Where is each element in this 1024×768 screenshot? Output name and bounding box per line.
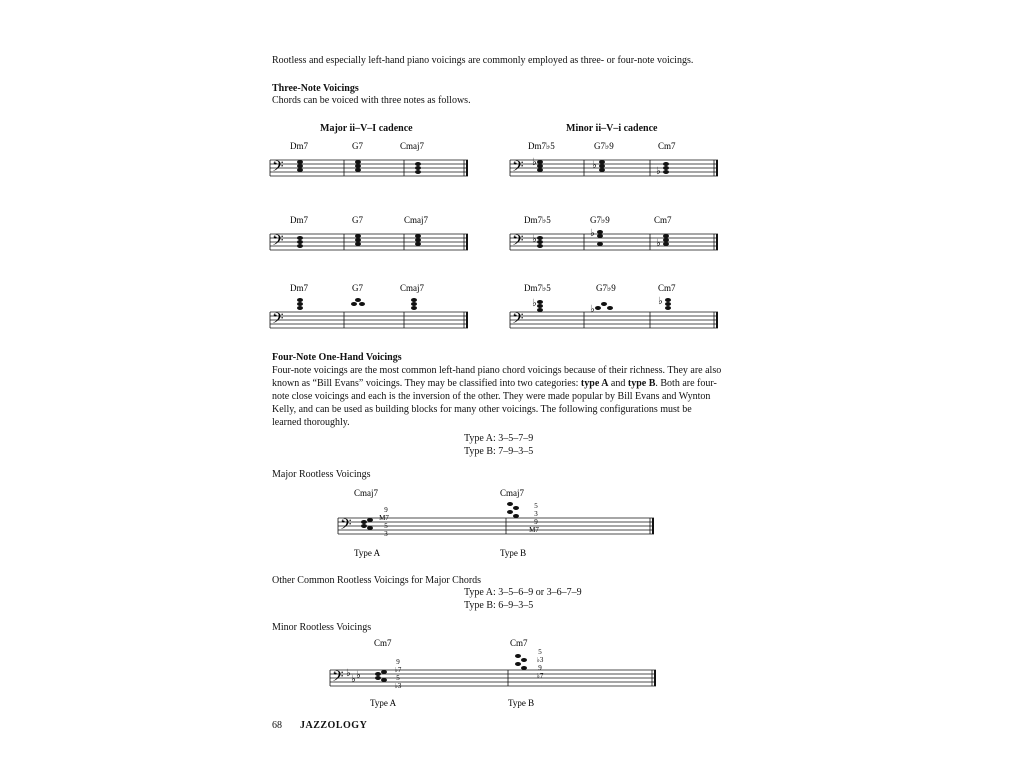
four-note-heading: Four-Note One-Hand Voicings (272, 352, 402, 363)
degree-label: 5 (396, 674, 400, 682)
degree-label: 9 (534, 518, 538, 526)
other-major-heading: Other Common Rootless Voicings for Major Chords (272, 575, 482, 586)
major-rootless-heading: Major Rootless Voicings (272, 469, 371, 480)
flat-icon: ♭ (590, 304, 595, 315)
major-rootless-staff (338, 486, 658, 562)
degree-label: ♭3 (536, 656, 544, 664)
degree-label: 5 (534, 502, 538, 510)
degree-label: 9 (538, 664, 542, 672)
flat-icon: ♭ (590, 228, 595, 239)
major-cadence-title: Major ii–V–I cadence (320, 123, 413, 134)
degree-label: ♭3 (394, 682, 402, 690)
chord-label: Cmaj7 (404, 215, 428, 225)
flat-icon: ♭ (532, 157, 537, 168)
intro-text: Rootless and especially left-hand piano voicings are commonly employed as three- or four-note voicings. (272, 55, 694, 66)
three-note-heading: Three-Note Voicings (272, 83, 359, 94)
degree-label: 3 (534, 510, 538, 518)
minor-rootless-staff (330, 636, 660, 712)
chord-label: Cmaj7 (400, 283, 424, 293)
page-footer (272, 720, 367, 731)
chord-label: Dm7♭5 (524, 283, 551, 293)
chord-label: Cmaj7 (354, 488, 378, 498)
chord-label: Cm7 (510, 638, 528, 648)
page-number: 68 (272, 720, 282, 731)
chord-label: Cmaj7 (500, 488, 524, 498)
bass-clef-icon: 𝄢 (272, 232, 284, 253)
degree-label: ♭7 (394, 666, 402, 674)
flat-icon: ♭ (658, 296, 663, 307)
chord-label: Dm7♭5 (524, 215, 551, 225)
chord-label: Dm7 (290, 141, 308, 151)
bass-clef-icon: 𝄢 (512, 158, 524, 179)
chord-label: Cm7 (658, 141, 676, 151)
three-note-subtext: Chords can be voiced with three notes as follows. (272, 95, 471, 106)
bass-clef-icon: 𝄢 (272, 158, 284, 179)
bass-clef-icon: 𝄢 (512, 310, 524, 331)
minor-cadence-title: Minor ii–V–i cadence (566, 123, 658, 134)
flat-icon: ♭ (356, 670, 361, 681)
flat-icon: ♭ (592, 160, 597, 171)
minor-rootless-heading: Minor Rootless Voicings (272, 622, 372, 633)
book-title: JAZZOLOGY (300, 720, 368, 731)
degree-label: M7 (379, 514, 389, 522)
degree-label: M7 (529, 526, 539, 534)
type-label: Type A (354, 548, 381, 558)
chord-label: Dm7♭5 (528, 141, 555, 151)
chord-label: G7 (352, 283, 363, 293)
minor-staff-row-1 (510, 140, 720, 190)
chord-label: G7♭9 (594, 141, 614, 151)
chord-label: G7♭9 (590, 215, 610, 225)
degree-label: 5 (384, 522, 388, 530)
type-label: Type B (508, 698, 535, 708)
major-staff-row-2 (270, 214, 470, 264)
flat-icon: ♭ (351, 674, 356, 685)
bass-clef-icon: 𝄢 (340, 516, 352, 537)
type-b-formula: Type B: 7–9–3–5 (464, 446, 534, 457)
chord-label: Dm7 (290, 283, 308, 293)
major-staff-row-3 (270, 282, 470, 332)
flat-icon: ♭ (656, 238, 661, 249)
type-label: Type A (370, 698, 397, 708)
other-major-type-b: Type B: 6–9–3–5 (464, 600, 534, 611)
bass-clef-icon: 𝄢 (332, 668, 344, 689)
bass-clef-icon: 𝄢 (272, 310, 284, 331)
other-major-type-a: Type A: 3–5–6–9 or 3–6–7–9 (464, 587, 582, 598)
degree-label: 3 (384, 530, 388, 538)
minor-staff-row-3 (510, 282, 720, 332)
type-a-formula: Type A: 3–5–7–9 (464, 433, 534, 444)
chord-label: G7♭9 (596, 283, 616, 293)
chord-label: G7 (352, 141, 363, 151)
flat-icon: ♭ (656, 166, 661, 177)
minor-staff-row-2 (510, 214, 720, 264)
flat-icon: ♭ (532, 234, 537, 245)
type-label: Type B (500, 548, 527, 558)
four-note-paragraph: Four-note voicings are the most common left-hand piano chord voicings because of their richness. They are also known as “Bill Evans” voicings. They may be classified into two categories: type A and type B. Both are four-note close voicings and each is the inversion of the other. They were made popular by Bill Evans and Wynton Kelly, and can be used as building blocks for many other voicings. The following configurations must be learned thoroughly. (272, 365, 722, 428)
major-staff-row-1 (270, 140, 470, 190)
chord-label: G7 (352, 215, 363, 225)
flat-icon: ♭ (532, 298, 537, 309)
chord-label: Cmaj7 (400, 141, 424, 151)
bass-clef-icon: 𝄢 (512, 232, 524, 253)
chord-label: Cm7 (658, 283, 676, 293)
degree-label: 9 (384, 506, 388, 514)
degree-label: 9 (396, 658, 400, 666)
degree-label: ♭7 (536, 672, 544, 680)
chord-label: Dm7 (290, 215, 308, 225)
degree-label: 5 (538, 648, 542, 656)
chord-label: Cm7 (374, 638, 392, 648)
flat-icon: ♭ (346, 668, 351, 679)
chord-label: Cm7 (654, 215, 672, 225)
